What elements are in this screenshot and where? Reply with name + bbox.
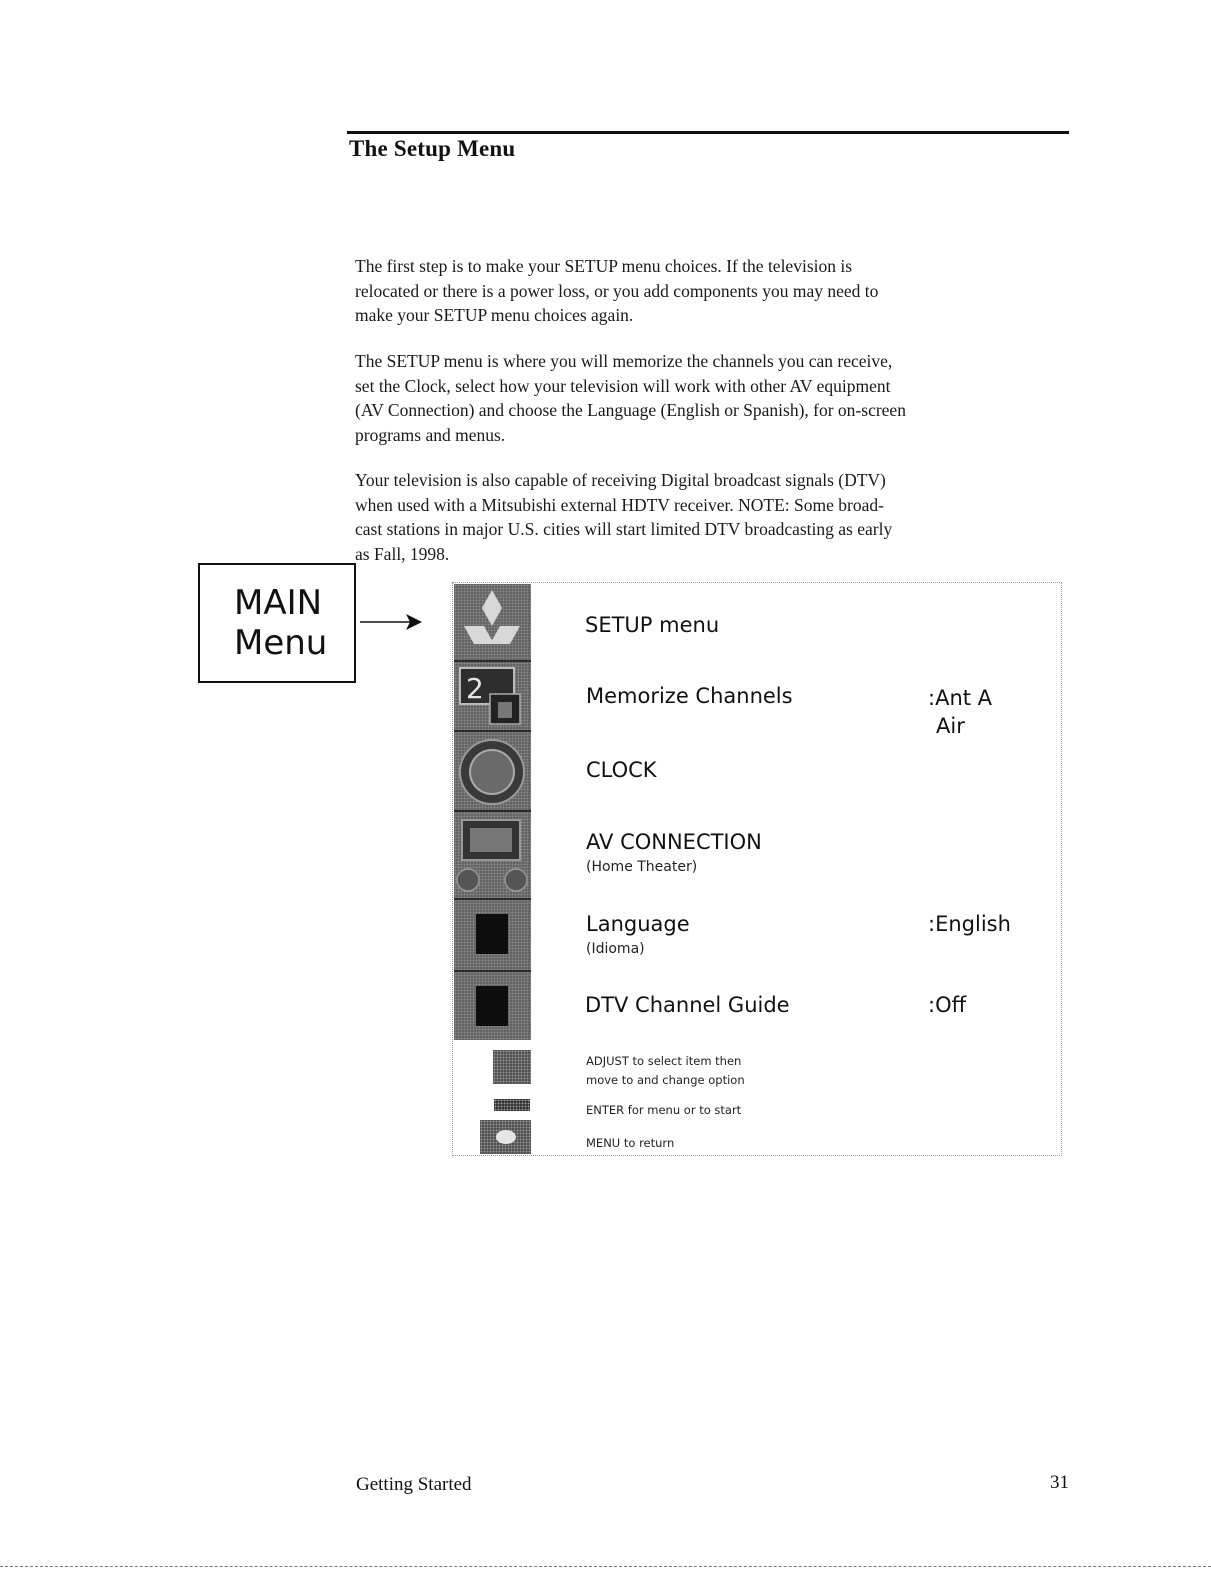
- paragraph-line: Your television is also capable of receiving Digital broadcast signals (DTV): [355, 470, 886, 490]
- footer-section-name: Getting Started: [356, 1474, 472, 1495]
- dtv-note-paragraph: [355, 468, 1070, 566]
- dtv-guide-icon: [454, 970, 531, 1042]
- language-icon: [454, 898, 531, 972]
- language-value: :English: [928, 912, 1011, 936]
- clock-dial-icon: [454, 730, 531, 812]
- main-menu-label-line1: MAIN: [234, 583, 323, 623]
- adjust-help-line1: ADJUST to select item then: [586, 1054, 742, 1068]
- adjust-joystick-icon: [493, 1050, 531, 1084]
- menu-help: MENU to return: [586, 1136, 675, 1150]
- enter-button-icon: [494, 1099, 530, 1111]
- section-title: The Setup Menu: [349, 136, 516, 161]
- paragraph-line: cast stations in major U.S. cities will start limited DTV broadcasting as early: [355, 519, 893, 539]
- av-connection-icon: [454, 810, 531, 900]
- dtv-guide-value: :Off: [928, 993, 967, 1017]
- channel-number-icon: [454, 660, 531, 732]
- av-connection-subtitle: (Home Theater): [586, 859, 698, 875]
- clock-item[interactable]: CLOCK: [586, 758, 657, 782]
- page-number: 31: [1050, 1472, 1069, 1493]
- language-subtitle: (Idioma): [586, 941, 645, 957]
- language-item[interactable]: Language: [586, 912, 690, 936]
- page-bottom-edge: [0, 1566, 1211, 1567]
- paragraph-line: make your SETUP menu choices again.: [355, 305, 634, 325]
- antenna-value: :Ant A: [928, 686, 993, 710]
- paragraph-line: (AV Connection) and choose the Language (English or Spanish), for on-screen: [355, 400, 906, 420]
- section-rule: [347, 131, 1069, 134]
- paragraph-line: as Fall, 1998.: [355, 543, 450, 564]
- svg-text:2: 2: [466, 672, 484, 705]
- main-menu-callout: [198, 563, 356, 683]
- setup-description-paragraph: [355, 349, 1070, 447]
- menu-button-icon: [480, 1120, 531, 1154]
- dtv-channel-guide-item[interactable]: DTV Channel Guide: [585, 993, 790, 1017]
- osd-title: SETUP menu: [585, 613, 720, 637]
- av-connection-item[interactable]: AV CONNECTION: [586, 830, 762, 854]
- enter-help: ENTER for menu or to start: [586, 1103, 742, 1117]
- paragraph-line: relocated or there is a power loss, or you add components you may need to: [355, 280, 879, 301]
- paragraph-line: programs and menus.: [355, 424, 506, 445]
- memorize-channels-item[interactable]: Memorize Channels: [586, 684, 793, 708]
- osd-icon-bar: [454, 584, 531, 1040]
- setup-menu-screen: [452, 582, 1062, 1156]
- arrow-right-icon: [360, 612, 422, 632]
- mitsubishi-logo-icon: [454, 584, 531, 660]
- adjust-help-line2: move to and change option: [586, 1073, 745, 1087]
- paragraph-line: The SETUP menu is where you will memorize the channels you can receive,: [355, 351, 893, 371]
- antenna-source-value: Air: [936, 714, 965, 738]
- intro-paragraph: [355, 254, 1070, 328]
- main-menu-label-line2: Menu: [234, 623, 328, 663]
- paragraph-line: set the Clock, select how your television will work with other AV equipment: [355, 375, 891, 396]
- paragraph-line: The first step is to make your SETUP menu choices. If the television is: [355, 256, 853, 276]
- paragraph-line: when used with a Mitsubishi external HDTV receiver. NOTE: Some broad-: [355, 494, 884, 515]
